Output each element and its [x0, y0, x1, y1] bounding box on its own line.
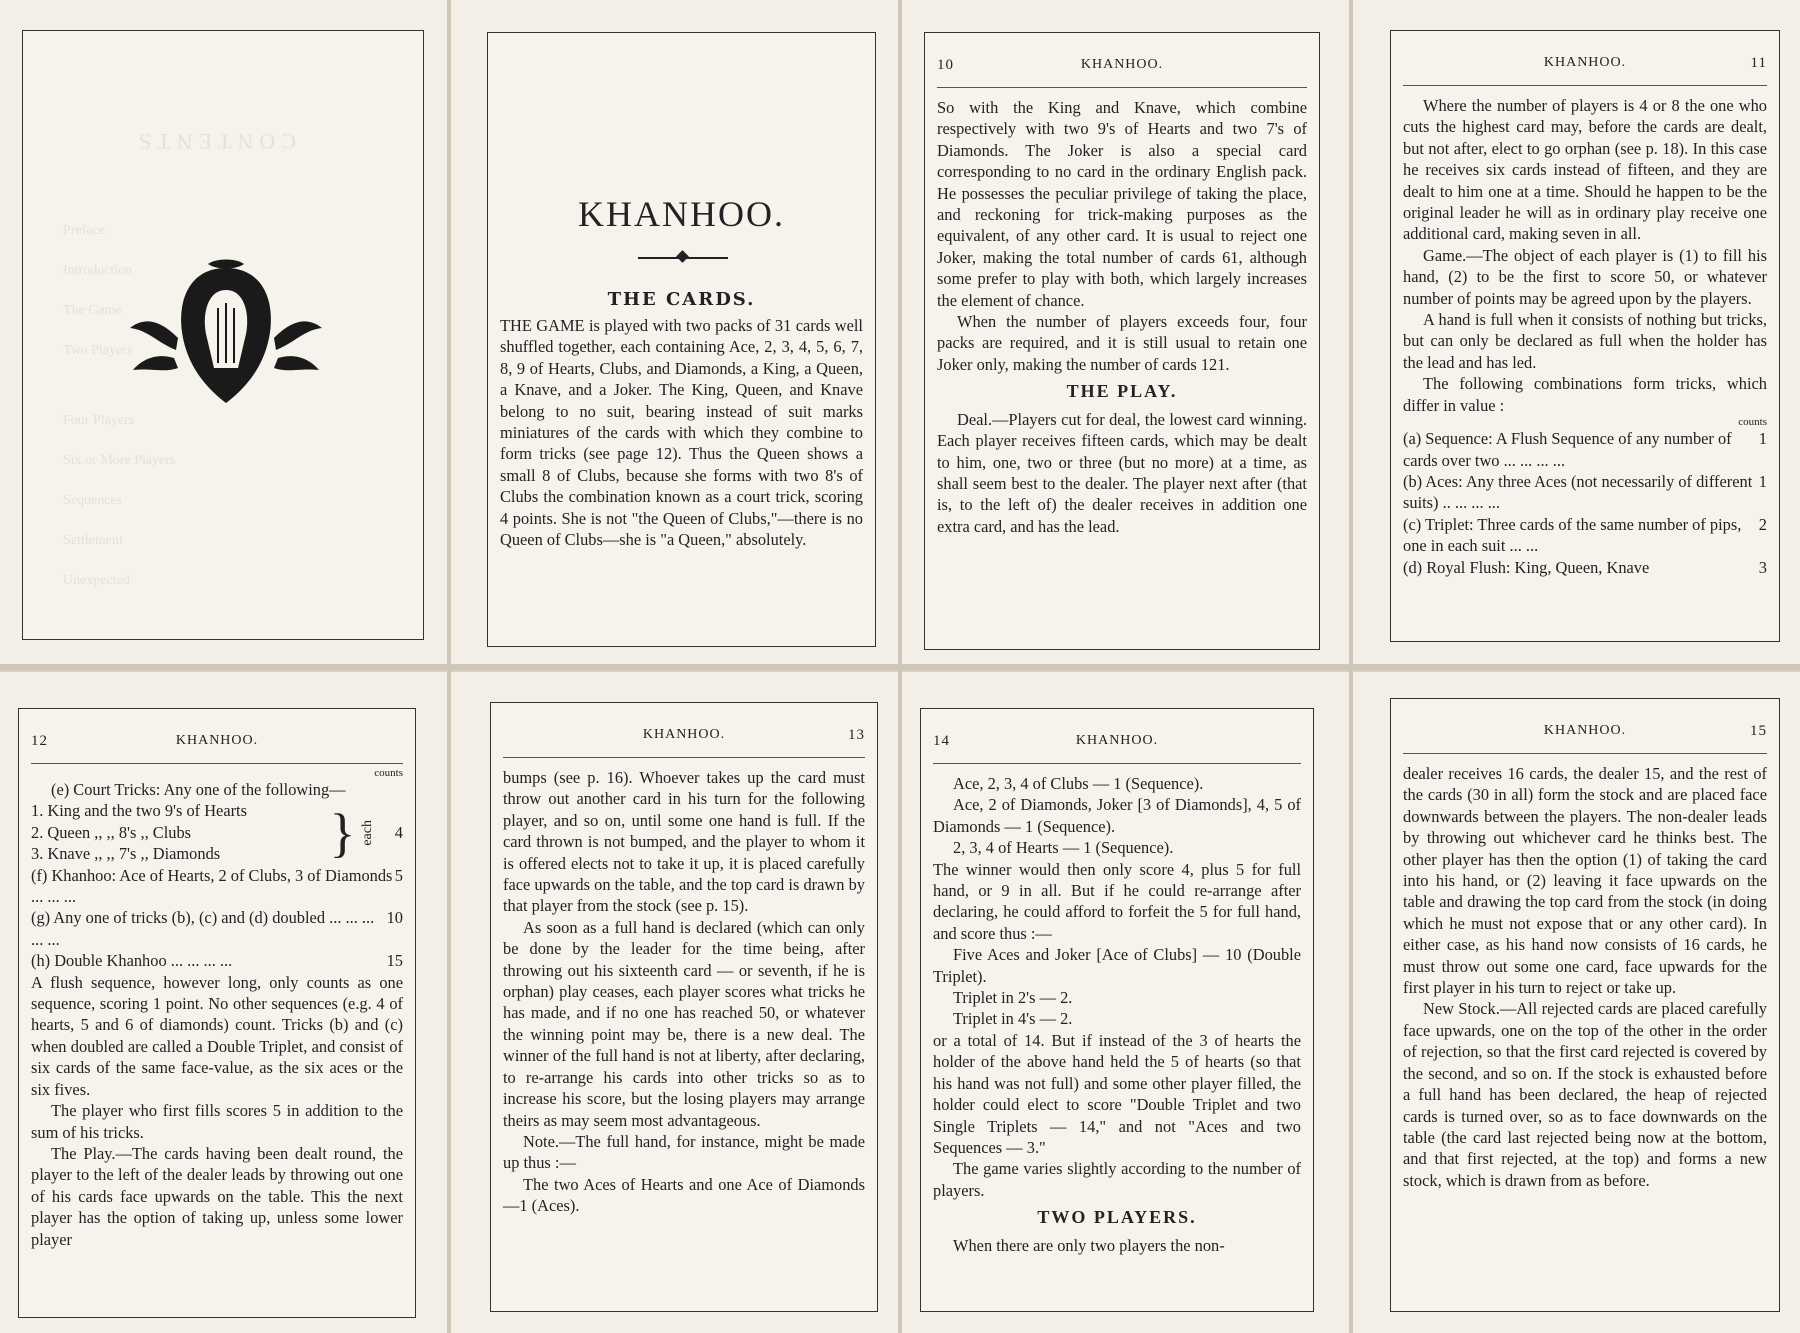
- trick-count: 5: [394, 865, 403, 885]
- page-header: [937, 45, 1307, 88]
- running-title: KHANHOO.: [1075, 733, 1159, 748]
- trick-text: (a) Sequence: A Flush Sequence of any number of cards over two ... ... ... ...: [1403, 429, 1732, 470]
- paragraph: Game.—The object of each player is (1) to fill his hand, (2) to be the first to score 50, or whatever number of points may be agreed upon by the players.: [1403, 245, 1767, 308]
- page-number: 12: [31, 733, 48, 749]
- running-title: KHANHOO.: [1543, 723, 1627, 738]
- page-header: [31, 721, 403, 764]
- paragraph: or a total of 14. But if instead of the 3 of hearts the holder of the above hand held the 5 of hearts (so that his hand was not full) and some other player filled, the holder could elect to score "Double Triplet and two Single Triplets — 14," and not "Aces and two Sequences — 3.": [933, 1030, 1301, 1157]
- paragraph: When there are only two players the non-: [953, 1235, 1225, 1255]
- contents-entry: Preface: [63, 223, 105, 238]
- trick-count: 1: [1758, 471, 1767, 491]
- hand-line: 2, 3, 4 of Hearts — 1 (Sequence).: [953, 838, 1174, 858]
- page-header: [1403, 43, 1767, 86]
- trick-item: [31, 865, 403, 908]
- fold-line-1: [447, 0, 451, 1333]
- page-body: [1403, 95, 1767, 578]
- running-title: KHANHOO.: [175, 733, 259, 748]
- counts-label: counts: [374, 767, 403, 779]
- contents-entry: Six or More Players: [63, 453, 176, 468]
- contents-entry: Four Players: [63, 413, 135, 428]
- page-15: [1390, 698, 1780, 1312]
- page-number: 11: [1750, 55, 1767, 71]
- trick-item: [31, 950, 403, 971]
- brace-icon: }: [329, 802, 356, 863]
- hand-line: Ace, 2, 3, 4 of Clubs — 1 (Sequence).: [953, 774, 1204, 793]
- paragraph: As soon as a full hand is declared (which can only be done by the leader for the time being, after throwing out his sixteenth card — or seventh, if he is orphan) play ceases, each player scores what tricks he has made, and if no one has reached 50, or whatever the winning point may be, there is a new deal. The winner of the full hand is not at liberty, after declaring, to re-arrange his cards into other tricks so as to increase his score, but the losing players may arrange theirs as may seem most advantageous.: [503, 917, 865, 1130]
- running-title: KHANHOO.: [1080, 57, 1164, 72]
- hand-line: Triplet in 4's — 2.: [953, 1009, 1073, 1029]
- page-header: [503, 715, 865, 758]
- trick-text: (c) Triplet: Three cards of the same number of pips, one in each suit ... ...: [1403, 514, 1742, 556]
- contents-entry: The Game: [63, 303, 122, 318]
- title-rule-diamond: [676, 250, 689, 263]
- page-number: 10: [937, 57, 954, 73]
- page-body: [933, 773, 1301, 1256]
- trick-text: (g) Any one of tricks (b), (c) and (d) doubled ... ... ... ... ...: [31, 908, 375, 949]
- paragraph: Deal.—Players cut for deal, the lowest card winning. Each player receives fifteen cards, which may be dealt to him, one, two or three (but no more) at a time, as shall seem best to the dealer. The player next after (that is, to the left of) the dealer receives in addition one extra card, and has the lead.: [937, 409, 1307, 536]
- page-body: [31, 767, 403, 1250]
- running-title: KHANHOO.: [1543, 55, 1627, 70]
- paragraph: A flush sequence, however long, only counts as one sequence, scoring 1 point. No other sequences (e.g. 4 of hearts, 5 and 6 of diamonds) count. Tricks (b) and (c) when doubled are called a Double Triplet, and consist of six cards of the same face-value, as the six aces or the six fives.: [31, 972, 403, 1099]
- trick-item: [31, 907, 403, 950]
- two-players-heading: TWO PLAYERS.: [1037, 1207, 1197, 1228]
- fold-line-2: [898, 0, 902, 1333]
- court-count: 4: [394, 822, 403, 842]
- hand-line: Five Aces and Joker [Ace of Clubs] — 10 (Double Triplet).: [933, 945, 1301, 986]
- page-body: [937, 97, 1307, 537]
- court-line: 3. Knave ,, ,, 7's ,, Diamonds: [31, 844, 221, 864]
- paragraph: A hand is full when it consists of nothing but tricks, but can only be declared as full when the holder has the lead and has led.: [1403, 310, 1767, 372]
- page-9: [487, 32, 876, 647]
- page-number: 14: [933, 733, 950, 749]
- page-body: [503, 767, 865, 1217]
- page-number: 13: [848, 727, 865, 743]
- trick-count: 2: [1758, 514, 1767, 534]
- page-number: 15: [1750, 723, 1767, 739]
- contents-entry: Sequences: [63, 493, 123, 508]
- contents-entry: Unexpected: [63, 573, 130, 588]
- page-10: [924, 32, 1320, 650]
- page-12: [18, 708, 416, 1318]
- trick-text: (h) Double Khanhoo ... ... ... ...: [31, 951, 233, 971]
- trick-count: 3: [1758, 557, 1767, 577]
- trick-count: 10: [386, 908, 403, 928]
- hand-line: Triplet in 2's — 2.: [953, 988, 1073, 1008]
- court-line: 2. Queen ,, ,, 8's ,, Clubs: [31, 822, 192, 842]
- counts-label: counts: [1738, 416, 1767, 429]
- page-11: [1390, 30, 1780, 642]
- paragraph: The following combinations form tricks, which differ in value :: [1403, 374, 1767, 415]
- contents-title: CONTENTS: [133, 129, 296, 154]
- paragraph: The winner would then only score 4, plus 5 for full hand, or 9 in all. But if he could re-arrange after declaring, he could afford to forfeit the 5 for full hand, and score thus :—: [933, 859, 1301, 943]
- running-title: KHANHOO.: [642, 727, 726, 742]
- page-13: [490, 702, 878, 1312]
- paragraph: (e) Court Tricks: Any one of the following—: [51, 780, 346, 799]
- book-title: KHANHOO.: [578, 194, 785, 234]
- trick-item: [1403, 471, 1767, 514]
- contents-entry: Two Players: [63, 343, 133, 358]
- trick-count: 15: [386, 951, 403, 971]
- trick-item: [1403, 557, 1767, 578]
- paragraph: Where the number of players is 4 or 8 the one who cuts the highest card may, before the cards are dealt, but not after, elect to go orphan (see p. 18). In this case he receives six cards instead of fifteen, and they are dealt to him one at a time. Should he happen to be the original leader he will as in ordinary play receive one additional card, making seven in all.: [1403, 96, 1767, 244]
- trick-count: 1: [1758, 429, 1767, 449]
- paragraph: bumps (see p. 16). Whoever takes up the card must throw out another card in his turn for the following player, and so on, until some one hand is full. If the card thrown is not bumped, and the player to whom it is offered elects not to take it up, it is placed carefully face upwards on the table, and the top card is drawn by that player from the stock (see p. 15).: [503, 768, 865, 916]
- trick-item: [1403, 428, 1767, 471]
- contents-entry: Settlement: [63, 533, 123, 548]
- paragraph: When the number of players exceeds four, four packs are required, and it is still usual to retain one Joker only, making the number of cards 121.: [937, 312, 1307, 374]
- page-header: [933, 721, 1301, 764]
- paragraph: The player who first fills scores 5 in addition to the sum of his tricks.: [31, 1101, 403, 1142]
- page-header: [1403, 711, 1767, 754]
- cards-heading: THE CARDS.: [607, 289, 756, 310]
- paragraph: The game varies slightly according to the number of players.: [933, 1159, 1301, 1200]
- play-heading: THE PLAY.: [1066, 381, 1178, 402]
- paragraph: The Play.—The cards having been dealt round, the player to the left of the dealer leads by throwing out one of his cards face upwards on the table. This the next player has the option of taking up, unless some lower player: [31, 1143, 403, 1249]
- trick-text: (d) Royal Flush: King, Queen, Knave: [1403, 557, 1650, 577]
- lyre-ornament-icon: [128, 258, 324, 414]
- page-14: [920, 708, 1314, 1312]
- page-body: [1403, 763, 1767, 1191]
- paragraph: dealer receives 16 cards, the dealer 15, and the rest of the cards (30 in all) form the stock and are placed face downwards between the players. The non-dealer leads by throwing out whichever card he thinks best. The other player has then the option (1) of taking the card into his hand, or (2) leaving it face upwards on the table and drawing the top card from the stock (in doing which he must not expose that or any other card). In either case, as his hand now consists of 16 cards, he must throw out some one card, face upwards for the first player in his turn to reject or take up.: [1403, 764, 1767, 998]
- trick-text: (f) Khanhoo: Ace of Hearts, 2 of Clubs, 3 of Diamonds ... ... ...: [31, 865, 393, 907]
- each-label: each: [360, 819, 376, 846]
- paragraph: New Stock.—All rejected cards are placed carefully face upwards, one on the top of the other in the order of rejection, so that the first card rejected is covered by the second, and so on. If the stock is exhausted before a full hand has been declared, the heap of rejected cards is turned over, so as to face downwards on the table (the card last rejected being now at the bottom, and that first rejected, at the top) and forms a new stock, which is drawn from as before.: [1403, 999, 1767, 1190]
- fold-line-3: [1349, 0, 1353, 1333]
- paragraph: The two Aces of Hearts and one Ace of Diamonds—1 (Aces).: [503, 1174, 865, 1216]
- paragraph: So with the King and Knave, which combine respectively with two 9's of Hearts and two 7's of Diamonds. The Joker is also a special card corresponding to no card in the ordinary English pack. He possesses the peculiar privilege of taking the place, and reckoning for trick-making purposes as the equivalent, of any other card. It is usual to reject one Joker, making the total number of cards 61, although some prefer to play with both, which largely increases the element of chance.: [937, 98, 1307, 310]
- contents-entry: Introduction: [63, 263, 133, 278]
- hand-line: Ace, 2 of Diamonds, Joker [3 of Diamonds], 4, 5 of Diamonds — 1 (Sequence).: [933, 795, 1301, 836]
- paragraph: Note.—The full hand, for instance, might be made up thus :—: [503, 1131, 865, 1173]
- trick-text: (b) Aces: Any three Aces (not necessarily of different suits) .. ... ... ...: [1403, 471, 1753, 513]
- cards-text: THE GAME is played with two packs of 31 cards well shuffled together, each containing Ace, 2, 3, 4, 5, 6, 7, 8, 9 of Hearts, Clubs, and Diamonds, a King, a Queen, a Knave, and a Joker. The King, Queen, and Knave belong to no suit, bearing instead of suit marks miniatures of the cards with which they combine to form tricks (see page 12). Thus the Queen shows a small 8 of Clubs, because she forms with two 8's of Clubs the combination known as a court trick, scoring 4 points. She is not "the Queen of Clubs,"—there is no Queen of Clubs—she is "a Queen," absolutely.: [500, 316, 863, 550]
- court-line: 1. King and the two 9's of Hearts: [31, 801, 247, 821]
- cards-paragraph: [500, 315, 863, 550]
- trick-item: [1403, 514, 1767, 557]
- court-tricks: [31, 800, 403, 864]
